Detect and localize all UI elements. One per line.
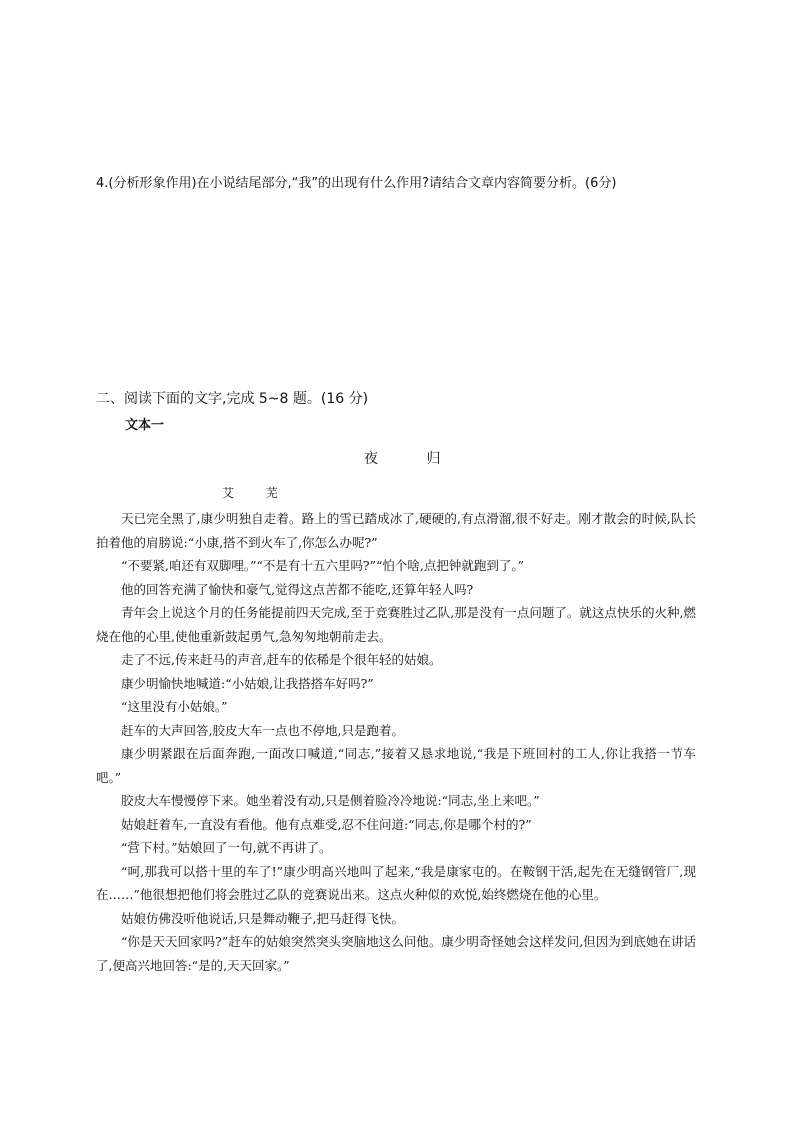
paragraph: 走了不远,传来赶马的声音,赶车的依稀是个很年轻的姑娘。: [121, 652, 442, 667]
paragraph: “不要紧,咱还有双脚哩。”“不是有十五六里吗?”“怕个啥,点把钟就跑到了。”: [121, 558, 524, 573]
question-4: 4.(分析形象作用)在小说结尾部分,“我”的出现有什么作用?请结合文章内容简要分析。(6分): [96, 176, 617, 191]
paragraph: 康少明愉快地喊道:“小姑娘,让我搭搭车好吗?”: [121, 675, 374, 691]
paragraph: 赶车的大声回答,胶皮大车一点也不停地,只是跑着。: [121, 722, 404, 738]
paragraph: 他的回答充满了愉快和豪气,觉得这点苦都不能吃,还算年轻人吗?: [121, 581, 474, 597]
paragraph: “呵,那我可以搭十里的车了!”康少明高兴地叫了起来,“我是康家屯的。在鞍钢干活,起先在无缝钢管厂,现在……”他很想把他们将会胜过乙队的竞赛说出来。这点火种似的欢悦,始终燃烧在他的心里。: [96, 863, 696, 902]
paragraph: “这里没有小姑娘。”: [121, 699, 228, 714]
story-body: [96, 507, 696, 977]
section-heading: 二、阅读下面的文字,完成 5~8 题。(16 分): [96, 391, 369, 407]
text-label: 文本一: [125, 418, 165, 433]
story-title: 夜 归: [364, 451, 463, 467]
paragraph: “营下村。”姑娘回了一句,就不再讲了。: [121, 840, 332, 855]
author: 艾 芜: [222, 486, 292, 500]
paragraph: 胶皮大车慢慢停下来。她坐着没有动,只是侧着脸冷冷地说:“同志,坐上来吧。”: [121, 793, 540, 808]
paragraph: 姑娘赶着车,一直没有看他。他有点难受,忍不住问道:“同志,你是哪个村的?”: [121, 816, 532, 832]
paragraph: 青年会上说这个月的任务能提前四天完成,至于竞赛胜过乙队,那是没有一点问题了。就这点快乐的火种,燃烧在他的心里,使他重新鼓起勇气,急匆匆地朝前走去。: [96, 605, 696, 644]
paragraph: 姑娘仿佛没听他说话,只是舞动鞭子,把马赶得飞快。: [121, 910, 404, 926]
paragraph: 天已完全黑了,康少明独自走着。路上的雪已踏成冰了,硬硬的,有点滑溜,很不好走。刚才散会的时候,队长拍着他的肩膀说:“小康,搭不到火车了,你怎么办呢?”: [96, 511, 696, 550]
paragraph: 康少明紧跟在后面奔跑,一面改口喊道,“同志,”接着又恳求地说,“我是下班回村的工人,你让我搭一节车吧。”: [96, 746, 696, 785]
paragraph: “你是天天回家吗?”赶车的姑娘突然突头突脑地这么问他。康少明奇怪她会这样发问,但因为到底她在讲话了,便高兴地回答:“是的,天天回家。”: [96, 934, 696, 973]
